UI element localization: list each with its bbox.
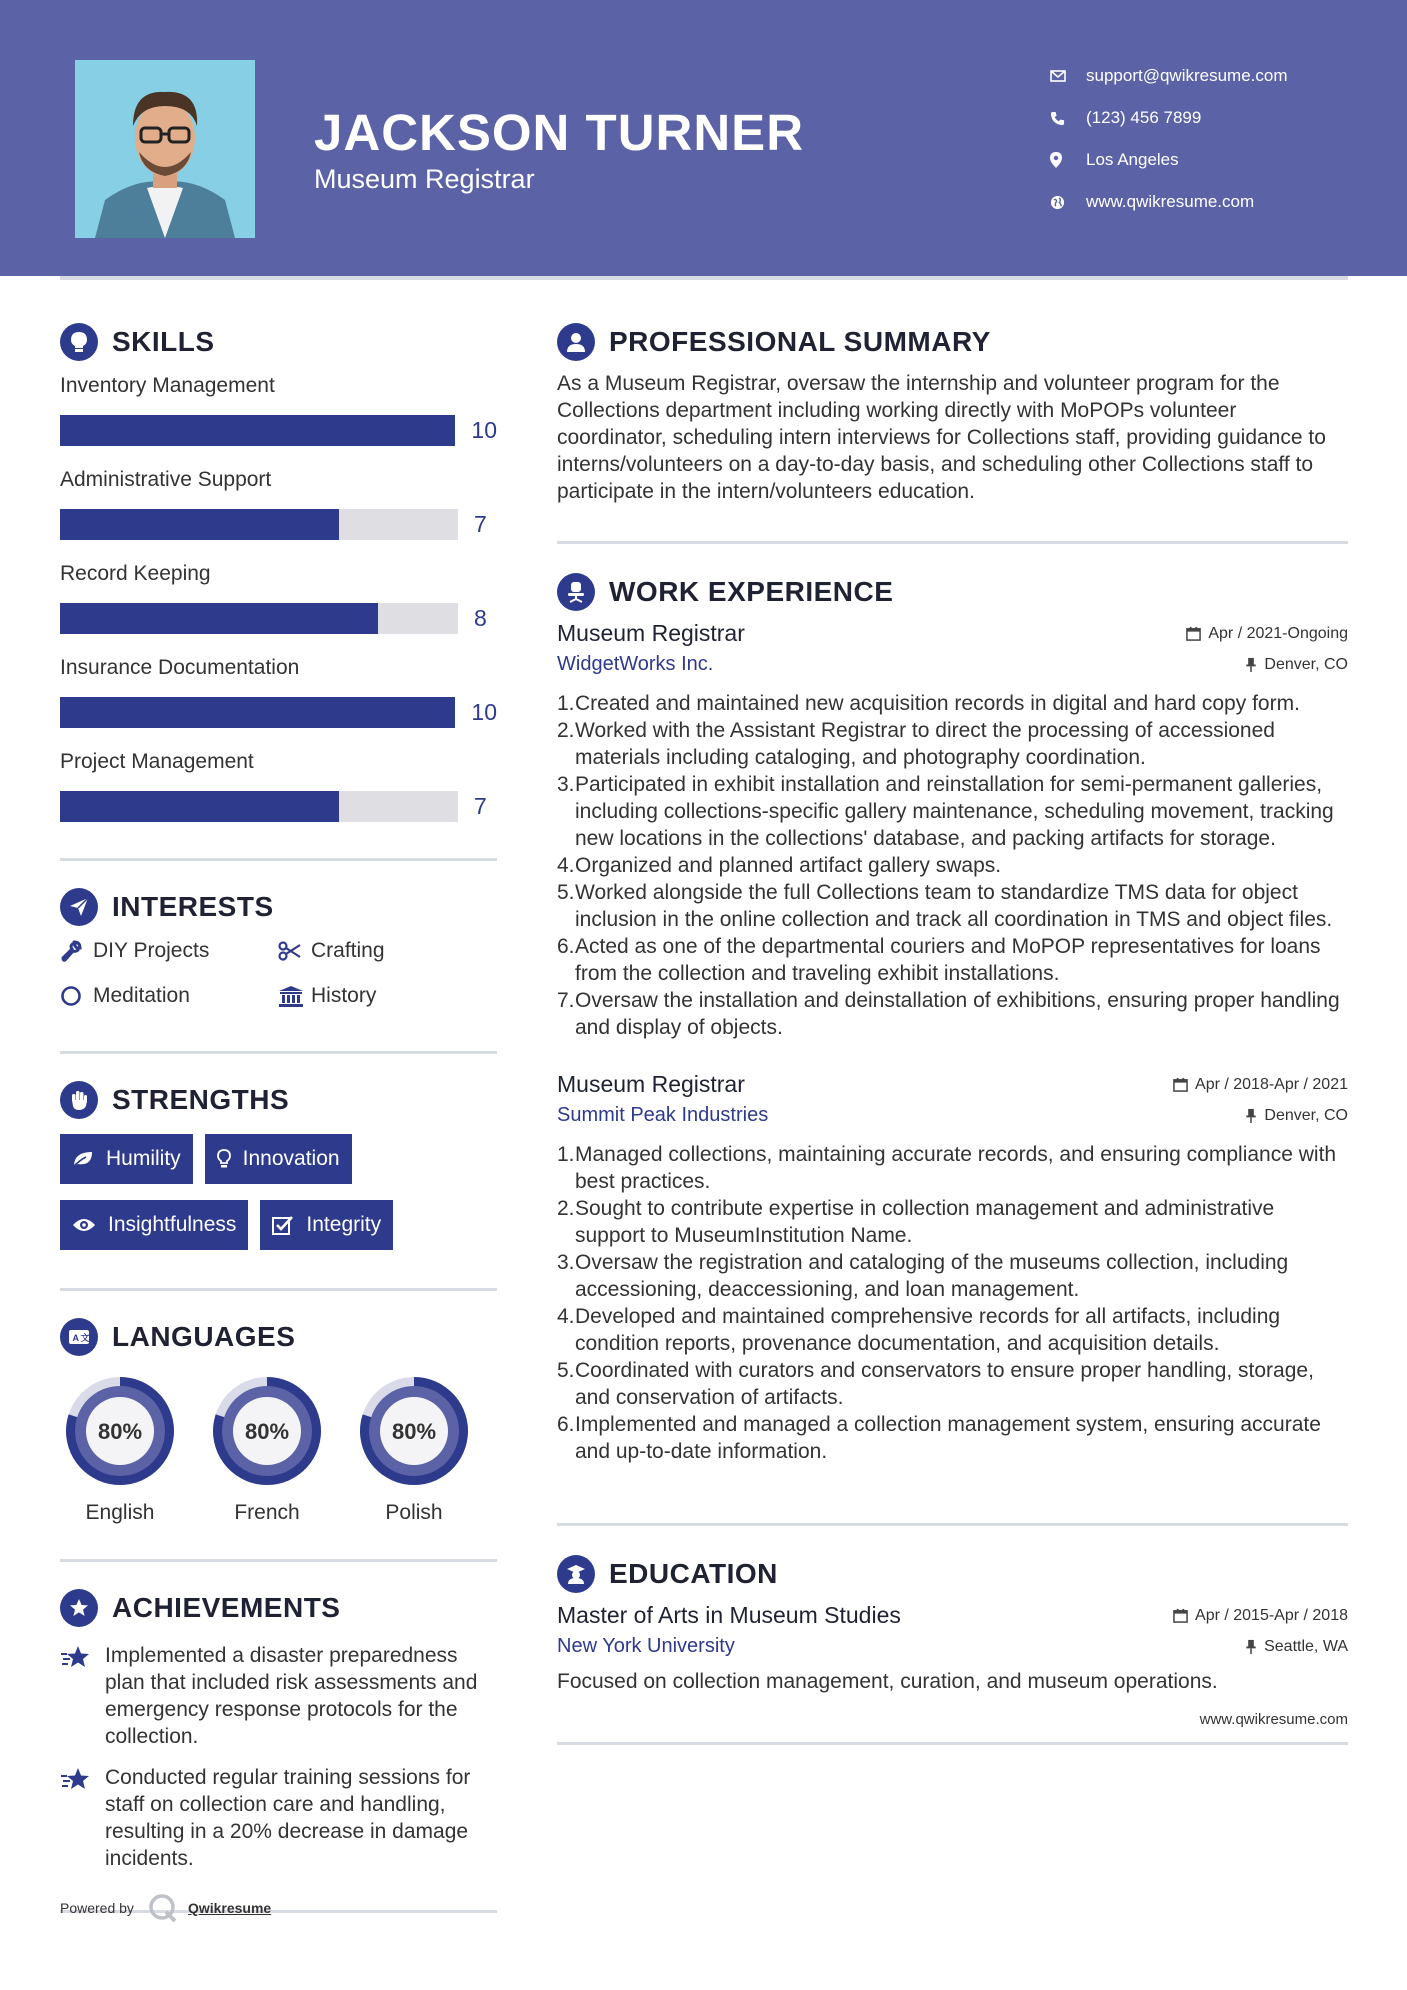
skills-list [60, 374, 497, 834]
experience-title: WORK EXPERIENCE [609, 576, 894, 607]
skill-value: 10 [471, 698, 497, 725]
powered-by [60, 1893, 497, 1923]
section-divider [60, 1288, 497, 1291]
skill-bar [60, 415, 455, 446]
strength-tag [60, 1200, 248, 1250]
checkbox-icon [272, 1215, 294, 1235]
interest-item [278, 982, 478, 1009]
skill-label: Inventory Management [60, 374, 275, 397]
languages-list [60, 1371, 497, 1525]
strengths-heading [60, 1078, 497, 1122]
skill-value: 7 [474, 510, 487, 537]
language-name: French [234, 1501, 300, 1524]
education-entry [557, 1602, 1348, 1695]
language-name: Polish [385, 1501, 443, 1524]
duty-item: 2. Sought to contribute expertise in collection management and administrative support to MuseumInstitution Name. [557, 1197, 1275, 1247]
skill-bar-fill [60, 791, 339, 822]
language-item [207, 1371, 327, 1525]
job-location-text: Denver, CO [1264, 1106, 1348, 1124]
job-company: Summit Peak Industries [557, 1104, 769, 1126]
left-column [60, 320, 497, 1923]
job-dates [1186, 625, 1348, 643]
duty-item: 1. Managed collections, maintaining accurate records, and ensuring compliance with best practices. [557, 1143, 1337, 1193]
language-level: 80% [97, 1419, 143, 1444]
circle-icon [60, 985, 93, 1007]
duty-item: 5. Worked alongside the full Collections team to standardize TMS data for object inclusion in the online collection and track all coordination in TMS and object files. [557, 881, 1333, 931]
achievement-text: Implemented a disaster preparedness plan that included risk assessments and emergency response protocols for the collection. [105, 1644, 478, 1748]
powered-by-link[interactable]: Qwikresume [187, 1900, 272, 1916]
skill-item [60, 468, 497, 552]
skill-item [60, 562, 497, 646]
skill-value: 7 [474, 792, 487, 819]
duty-item: 6. Acted as one of the departmental couriers and MoPOP representatives for loans from the collection and traveling exhibit installations. [557, 935, 1321, 985]
duty-item: 5. Coordinated with curators and conservators to ensure proper handling, storage, and conservation of artifacts. [557, 1359, 1314, 1409]
duty-item: 3. Participated in exhibit installation and reinstallation for semi-permanent galleries, including collections-specific gallery maintenance, scheduling movement, tracking new locations in the collections' database, and packing artifacts for storage. [557, 773, 1334, 850]
skills-title: SKILLS [112, 326, 215, 357]
contact-email[interactable] [1050, 55, 1380, 97]
header-divider [60, 276, 1348, 280]
location-pin-icon [1050, 152, 1086, 168]
contact-website[interactable] [1050, 181, 1380, 223]
skill-value: 8 [474, 604, 487, 631]
strength-label: Innovation [242, 1147, 340, 1170]
section-divider [60, 858, 497, 861]
candidate-name: JACKSON TURNER [314, 104, 805, 161]
contact-list [1050, 55, 1380, 223]
skill-label: Insurance Documentation [60, 656, 300, 679]
job-dates-text: Apr / 2018-Apr / 2021 [1195, 1075, 1348, 1093]
user-icon [557, 323, 595, 361]
language-level: 80% [244, 1419, 290, 1444]
contact-phone[interactable] [1050, 97, 1380, 139]
leaf-icon [72, 1150, 94, 1168]
section-divider [60, 1051, 497, 1054]
office-chair-icon [557, 573, 595, 611]
skill-bar-fill [60, 415, 455, 446]
interest-label: DIY Projects [93, 938, 210, 962]
education-dates [1173, 1607, 1348, 1625]
globe-icon [1050, 195, 1086, 210]
eye-icon [72, 1217, 96, 1233]
scissors-icon [278, 941, 311, 961]
lightbulb-icon [217, 1149, 231, 1169]
star-badge-icon [60, 1589, 98, 1627]
skill-item [60, 374, 497, 458]
calendar-icon [1173, 1608, 1188, 1623]
powered-by-label: Powered by [60, 1900, 134, 1916]
skill-value: 10 [471, 416, 497, 443]
pushpin-icon [1245, 1639, 1257, 1654]
languages-heading [60, 1315, 497, 1359]
achievement-item [60, 1642, 497, 1750]
job-title: Museum Registrar [557, 620, 745, 646]
job-dates [1173, 1076, 1348, 1094]
language-level: 80% [391, 1419, 437, 1444]
contact-location-text: Los Angeles [1086, 150, 1179, 169]
skill-bar-fill [60, 603, 378, 634]
wrench-icon [60, 940, 93, 962]
strength-tag [205, 1134, 352, 1184]
section-divider [557, 541, 1348, 544]
pushpin-icon [1245, 657, 1257, 672]
skill-bar [60, 697, 455, 728]
qwikresume-logo-icon [148, 1893, 178, 1923]
skill-bar [60, 603, 458, 634]
star-icon [60, 1764, 105, 1872]
interest-label: Crafting [311, 938, 385, 962]
job-dates-text: Apr / 2021-Ongoing [1208, 624, 1348, 642]
contact-phone-text: (123) 456 7899 [1086, 108, 1202, 127]
strengths-tags [60, 1134, 497, 1250]
strength-label: Insightfulness [108, 1213, 237, 1236]
skill-bar-fill [60, 509, 339, 540]
language-item [60, 1371, 180, 1525]
school: New York University [557, 1635, 735, 1657]
contact-location [1050, 139, 1380, 181]
phone-icon [1050, 111, 1086, 126]
duty-item: 7. Oversaw the installation and deinstallation of exhibitions, ensuring proper handling and display of objects. [557, 989, 1340, 1039]
duty-item: 6. Implemented and managed a collection management system, ensuring accurate and up-to-date information. [557, 1413, 1321, 1463]
degree: Master of Arts in Museum Studies [557, 1602, 901, 1628]
profile-photo [75, 60, 255, 238]
job-company: WidgetWorks Inc. [557, 653, 714, 675]
interests-list [60, 937, 497, 1009]
svg-text:A: A [72, 1333, 79, 1343]
interest-item [278, 937, 478, 964]
interest-label: Meditation [93, 983, 190, 1007]
duty-item: 2. Worked with the Assistant Registrar to direct the processing of accessioned materials including cataloging, and photography coordination. [557, 719, 1275, 769]
summary-title: PROFESSIONAL SUMMARY [609, 326, 991, 357]
education-dates-text: Apr / 2015-Apr / 2018 [1195, 1606, 1348, 1624]
duty-item: 4. Developed and maintained comprehensive records for all artifacts, including condition reports, provenance documentation, and acquisition details. [557, 1305, 1281, 1355]
education-location [1245, 1638, 1348, 1656]
job-location-text: Denver, CO [1264, 655, 1348, 673]
job-location [1245, 656, 1348, 674]
duty-item: 4. Organized and planned artifact gallery swaps. [557, 854, 1002, 877]
resume-header [0, 0, 1407, 276]
languages-title: LANGUAGES [112, 1321, 296, 1352]
contact-email-text: support@qwikresume.com [1086, 66, 1288, 85]
duty-item: 3. Oversaw the registration and cataloging of the museums collection, including accessioning, deaccessioning, and loan management. [557, 1251, 1289, 1301]
skills-heading [60, 320, 497, 364]
education-heading [557, 1552, 1348, 1596]
calendar-icon [1186, 626, 1201, 641]
language-ring [207, 1371, 327, 1491]
skill-label: Record Keeping [60, 562, 211, 585]
skill-bar [60, 509, 458, 540]
achievements-heading [60, 1586, 497, 1630]
paper-plane-icon [60, 888, 98, 926]
section-divider [557, 1742, 1348, 1745]
language-name: English [85, 1501, 155, 1524]
section-divider [60, 1559, 497, 1562]
candidate-role: Museum Registrar [314, 164, 535, 194]
strength-label: Integrity [306, 1213, 382, 1236]
achievements-title: ACHIEVEMENTS [112, 1592, 341, 1623]
skill-label: Administrative Support [60, 468, 272, 491]
language-item [354, 1371, 474, 1525]
contact-website-text: www.qwikresume.com [1086, 192, 1255, 211]
interests-title: INTERESTS [112, 891, 274, 922]
skill-label: Project Management [60, 750, 254, 773]
bank-icon [278, 985, 311, 1007]
skill-bar [60, 791, 458, 822]
strength-label: Humility [106, 1147, 181, 1170]
right-column [557, 320, 1348, 1745]
strength-tag [260, 1200, 393, 1250]
summary-heading [557, 320, 1348, 364]
job-entry [557, 1071, 1348, 1465]
education-location-text: Seattle, WA [1264, 1637, 1348, 1655]
skill-bar-fill [60, 697, 455, 728]
job-entry [557, 620, 1348, 1041]
language-ring [60, 1371, 180, 1491]
skill-item [60, 656, 497, 740]
star-icon [60, 1642, 105, 1750]
interest-item [60, 937, 278, 964]
experience-heading [557, 570, 1348, 614]
graduate-icon [557, 1555, 595, 1593]
education-text: Focused on collection management, curation, and museum operations. [557, 1670, 1218, 1693]
raised-fist-icon [60, 1081, 98, 1119]
strengths-title: STRENGTHS [112, 1084, 290, 1115]
lightbulb-icon [60, 323, 98, 361]
job-title: Museum Registrar [557, 1071, 745, 1097]
pushpin-icon [1245, 1108, 1257, 1123]
education-title: EDUCATION [609, 1558, 778, 1589]
section-divider [557, 1523, 1348, 1526]
achievement-item [60, 1764, 497, 1872]
language-ring [354, 1371, 474, 1491]
strength-tag [60, 1134, 193, 1184]
language-icon [60, 1318, 98, 1356]
envelope-icon [1050, 70, 1086, 82]
svg-text:文: 文 [80, 1333, 90, 1343]
skill-item [60, 750, 497, 834]
duty-item: 1. Created and maintained new acquisition records in digital and hard copy form. [557, 692, 1300, 715]
summary-text: As a Museum Registrar, oversaw the internship and volunteer program for the Collections department including working directly with MoPOPs volunteer coordinator, scheduling intern interviews for Collections staff, providing guidance to interns/volunteers on a day-to-day basis, and scheduling other Collections staff to participate in the intern/volunteers education. [557, 372, 1326, 503]
interests-heading [60, 885, 497, 929]
interest-item [60, 982, 278, 1009]
achievement-text: Conducted regular training sessions for staff on collection care and handling, resulting in a 20% decrease in damage incidents. [105, 1766, 471, 1870]
interest-label: History [311, 983, 377, 1007]
job-location [1245, 1107, 1348, 1125]
job-duties [557, 690, 1348, 1041]
calendar-icon [1173, 1077, 1188, 1092]
job-duties [557, 1141, 1348, 1465]
footer-url[interactable]: www.qwikresume.com [1199, 1711, 1348, 1728]
